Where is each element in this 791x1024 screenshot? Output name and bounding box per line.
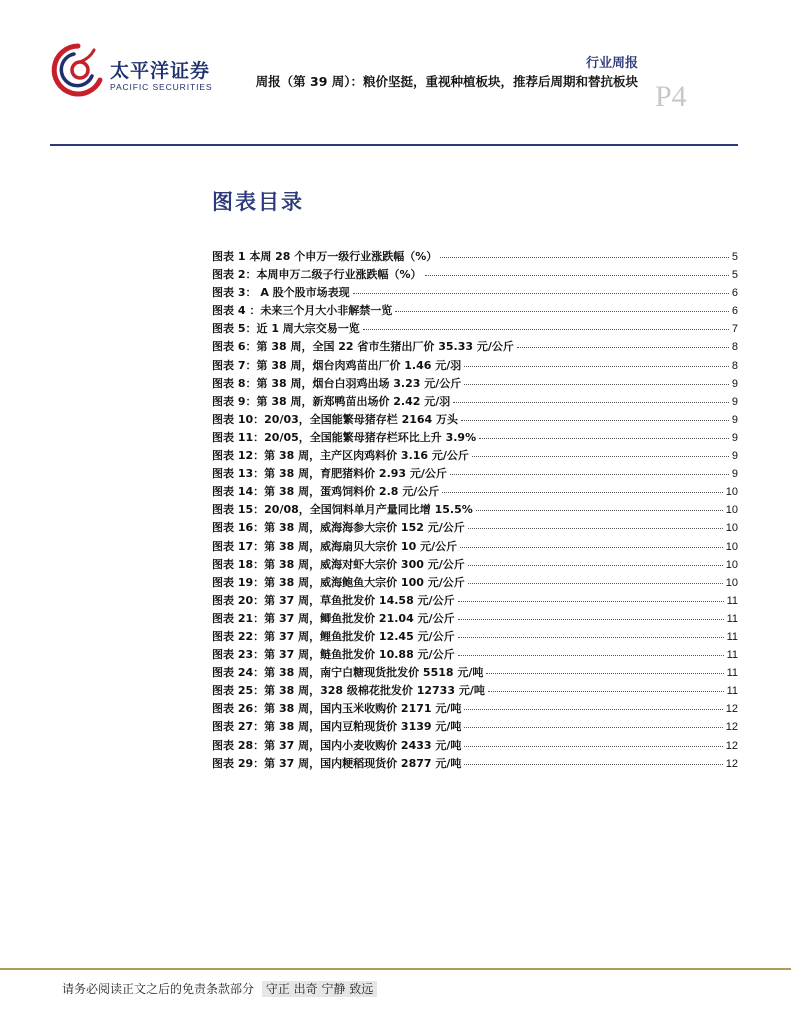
toc-dot-leader (458, 627, 724, 638)
toc-entry-page: 8 (731, 359, 738, 372)
toc-entry-label[interactable]: 图表 4 ：未来三个月大小非解禁一览 (212, 304, 393, 318)
toc-entry[interactable] (212, 646, 738, 664)
toc-entry[interactable] (212, 375, 738, 393)
footer-disclaimer: 请务必阅读正文之后的免责条款部分 (62, 982, 255, 996)
toc-dot-leader (461, 410, 729, 421)
toc-entry[interactable] (212, 411, 738, 429)
toc-entry-page: 5 (731, 269, 738, 282)
toc-entry-label[interactable]: 图表 12：第 38 周，主产区肉鸡料价 3.16 元/公斤 (212, 449, 469, 463)
page-number: P4 (655, 80, 687, 113)
toc-entry-page: 11 (726, 685, 738, 698)
toc-entry-page: 9 (731, 377, 738, 390)
toc-dot-leader (453, 392, 729, 403)
toc-entry-label[interactable]: 图表 26：第 38 周，国内玉米收购价 2171 元/吨 (212, 702, 462, 716)
toc-entry-page: 9 (731, 431, 738, 444)
report-category: 行业周报 (585, 56, 638, 71)
toc-entry-page: 7 (731, 323, 738, 336)
toc-entry[interactable] (212, 393, 738, 411)
toc-entry-label[interactable]: 图表 16：第 38 周，威海海参大宗价 152 元/公斤 (212, 521, 465, 535)
toc-entry[interactable] (212, 266, 738, 284)
report-title: 周报（第 39 周）：粮价坚挺，重视种植板块，推荐后周期和替抗板块 (255, 74, 638, 89)
toc-entry-page: 9 (731, 395, 738, 408)
toc-dot-leader (450, 464, 729, 475)
toc-entry[interactable] (212, 628, 738, 646)
toc-dot-leader (468, 555, 723, 566)
toc-entry[interactable] (212, 755, 738, 773)
toc-entry-label[interactable]: 图表 15：20/08，全国饲料单月产量同比增 15.5% (212, 503, 473, 517)
toc-entry-label[interactable]: 图表 10：20/03，全国能繁母猪存栏 2164 万头 (212, 412, 459, 426)
toc-entry-label[interactable]: 图表 22：第 37 周，鲤鱼批发价 12.45 元/公斤 (212, 629, 455, 643)
toc-entry-label[interactable]: 图表 28：第 37 周，国内小麦收购价 2433 元/吨 (212, 738, 462, 752)
company-logo (50, 42, 213, 100)
toc-entry-page: 10 (725, 558, 738, 571)
toc-entry-page: 10 (725, 522, 738, 535)
toc-entry-page: 6 (731, 305, 738, 318)
toc-dot-leader (464, 699, 722, 710)
toc-entry-label[interactable]: 图表 29：第 37 周，国内粳稻现货价 2877 元/吨 (212, 756, 462, 770)
toc-entry[interactable] (212, 338, 738, 356)
toc-entry-page: 12 (725, 721, 738, 734)
logo-chinese-name: 太平洋证券 (110, 60, 211, 82)
toc-dot-leader (464, 356, 729, 367)
toc-entry-label[interactable]: 图表 5：近 1 周大宗交易一览 (212, 322, 360, 336)
toc-entry[interactable] (212, 357, 738, 375)
footer (62, 980, 377, 997)
toc-dot-leader (476, 500, 723, 511)
toc-entry-page: 5 (731, 251, 738, 263)
header-divider (50, 144, 738, 146)
toc-entry-page: 11 (726, 630, 738, 643)
toc-entry-label[interactable]: 图表 17：第 38 周，威海扇贝大宗价 10 元/公斤 (212, 539, 458, 553)
toc-entry-label[interactable]: 图表 21：第 37 周，鲫鱼批发价 21.04 元/公斤 (212, 611, 455, 625)
toc-entry[interactable] (212, 501, 738, 519)
toc-entry-page: 11 (726, 612, 738, 625)
toc-entry-label[interactable]: 图表 25：第 38 周，328 级棉花批发价 12733 元/吨 (212, 684, 485, 698)
toc-entry-label[interactable]: 图表 6：第 38 周，全国 22 省市生猪出厂价 35.33 元/公斤 (212, 340, 514, 354)
toc-entry-label[interactable]: 图表 24：第 38 周，南宁白糖现货批发价 5518 元/吨 (212, 666, 484, 680)
toc-entry[interactable] (212, 465, 738, 483)
toc-entry-label[interactable]: 图表 19：第 38 周，威海鲍鱼大宗价 100 元/公斤 (212, 575, 465, 589)
toc-dot-leader (479, 428, 729, 439)
toc-entry-page: 12 (725, 739, 738, 752)
toc-entry[interactable] (212, 700, 738, 718)
toc-entry-label[interactable]: 图表 23：第 37 周，鲢鱼批发价 10.88 元/公斤 (212, 648, 455, 662)
toc-dot-leader (464, 717, 722, 728)
toc-dot-leader (488, 681, 724, 692)
toc-dot-leader (460, 537, 723, 548)
toc-dot-leader (363, 319, 729, 330)
toc-entry-page: 11 (726, 649, 738, 662)
toc-entry-page: 12 (725, 703, 738, 716)
toc-dot-leader (468, 518, 723, 529)
toc-entry-label[interactable]: 图表 9：第 38 周，新郑鸭苗出场价 2.42 元/羽 (212, 394, 451, 408)
toc-dot-leader (517, 337, 729, 348)
toc-dot-leader (440, 247, 729, 258)
footer-motto: 守正 出奇 宁静 致远 (262, 981, 377, 997)
toc-entry-page: 9 (731, 450, 738, 463)
toc-entry-label[interactable]: 图表 20：第 37 周，草鱼批发价 14.58 元/公斤 (212, 593, 455, 607)
toc-entry-page: 11 (726, 594, 738, 607)
toc-entry-label[interactable]: 图表 1 本周 28 个申万一级行业涨跌幅（%） (212, 250, 438, 263)
toc-entry[interactable] (212, 302, 738, 320)
toc-entry[interactable] (212, 610, 738, 628)
toc-entry[interactable] (212, 429, 738, 447)
footer-divider (0, 968, 791, 970)
toc-entry[interactable] (212, 682, 738, 700)
toc-entry[interactable] (212, 447, 738, 465)
toc-entry[interactable] (212, 574, 738, 592)
figure-table-of-contents (212, 248, 738, 773)
toc-dot-leader (464, 374, 729, 385)
toc-dot-leader (353, 283, 729, 294)
toc-entry[interactable] (212, 284, 738, 302)
toc-dot-leader (464, 754, 722, 765)
toc-entry[interactable] (212, 538, 738, 556)
toc-dot-leader (486, 663, 723, 674)
toc-entry-label[interactable]: 图表 18：第 38 周，威海对虾大宗价 300 元/公斤 (212, 557, 465, 571)
toc-entry[interactable] (212, 320, 738, 338)
toc-entry-label[interactable]: 图表 8：第 38 周，烟台白羽鸡出场 3.23 元/公斤 (212, 376, 462, 390)
logo-english-name: PACIFIC SECURITIES (110, 82, 213, 92)
toc-entry-page: 10 (725, 576, 738, 589)
toc-entry-page: 9 (731, 413, 738, 426)
pacific-securities-logo-icon (50, 42, 106, 100)
toc-heading: 图表目录 (212, 190, 304, 214)
toc-entry-label[interactable]: 图表 2：本周申万二级子行业涨跌幅（%） (212, 268, 422, 282)
toc-dot-leader (458, 645, 724, 656)
toc-dot-leader (464, 736, 722, 747)
toc-entry-label[interactable]: 图表 27：第 38 周，国内豆粕现货价 3139 元/吨 (212, 720, 462, 734)
toc-entry[interactable] (212, 248, 738, 266)
toc-entry[interactable] (212, 556, 738, 574)
toc-entry-label[interactable]: 图表 3： A 股个股市场表现 (212, 286, 350, 300)
toc-entry-label[interactable]: 图表 7：第 38 周，烟台肉鸡苗出厂价 1.46 元/羽 (212, 358, 462, 372)
toc-entry-page: 8 (731, 341, 738, 354)
toc-entry-page: 10 (725, 486, 738, 499)
toc-entry[interactable] (212, 519, 738, 537)
toc-dot-leader (458, 591, 724, 602)
toc-dot-leader (395, 301, 729, 312)
toc-entry-page: 11 (726, 667, 738, 680)
toc-entry[interactable] (212, 718, 738, 736)
toc-dot-leader (458, 609, 724, 620)
toc-entry[interactable] (212, 483, 738, 501)
toc-dot-leader (442, 482, 722, 493)
toc-entry-page: 9 (731, 468, 738, 481)
toc-entry-page: 12 (725, 757, 738, 770)
toc-entry[interactable] (212, 737, 738, 755)
toc-entry-label[interactable]: 图表 13：第 38 周，育肥猪料价 2.93 元/公斤 (212, 467, 447, 481)
toc-dot-leader (468, 573, 723, 584)
toc-entry-page: 10 (725, 540, 738, 553)
toc-entry-label[interactable]: 图表 14：第 38 周，蛋鸡饲料价 2.8 元/公斤 (212, 485, 440, 499)
toc-dot-leader (425, 265, 729, 276)
toc-dot-leader (472, 446, 729, 457)
toc-entry-page: 6 (731, 287, 738, 300)
toc-entry[interactable] (212, 592, 738, 610)
toc-entry-label[interactable]: 图表 11：20/05，全国能繁母猪存栏环比上升 3.9% (212, 430, 477, 444)
toc-entry[interactable] (212, 664, 738, 682)
toc-entry-page: 10 (725, 504, 738, 517)
